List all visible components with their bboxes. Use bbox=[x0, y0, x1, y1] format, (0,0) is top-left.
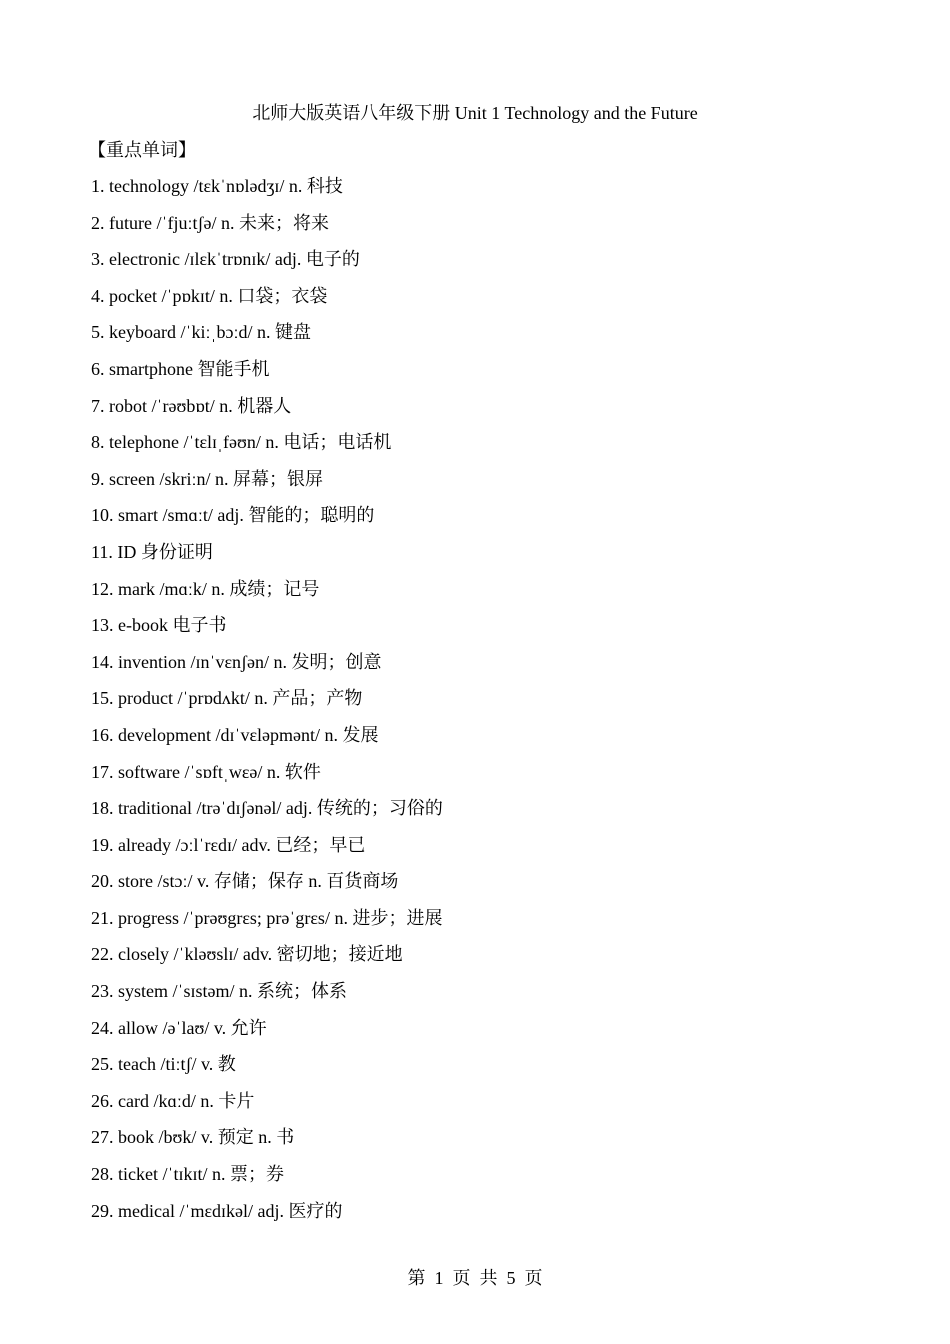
vocabulary-item: 14. invention /ɪnˈvɛnʃən/ n. 发明；创意 bbox=[91, 651, 382, 672]
vocabulary-item: 4. pocket /ˈpɒkɪt/ n. 口袋；衣袋 bbox=[91, 285, 328, 306]
vocabulary-item: 8. telephone /ˈtɛlɪˌfəʊn/ n. 电话；电话机 bbox=[91, 432, 392, 453]
vocabulary-item: 2. future /ˈfjuːtʃə/ n. 未来；将来 bbox=[91, 212, 329, 233]
vocabulary-item: 18. traditional /trəˈdɪʃənəl/ adj. 传统的；习俗的 bbox=[91, 798, 443, 819]
vocabulary-item: 24. allow /əˈlaʊ/ v. 允许 bbox=[91, 1017, 267, 1038]
vocabulary-item: 26. card /kɑːd/ n. 卡片 bbox=[91, 1090, 255, 1111]
vocabulary-item: 29. medical /ˈmɛdɪkəl/ adj. 医疗的 bbox=[91, 1200, 343, 1221]
document-title: 北师大版英语八年级下册 Unit 1 Technology and the Future bbox=[252, 103, 698, 123]
vocabulary-item: 27. book /bʊk/ v. 预定 n. 书 bbox=[91, 1127, 295, 1148]
vocabulary-item: 1. technology /tɛkˈnɒlədʒɪ/ n. 科技 bbox=[91, 176, 343, 196]
vocabulary-item: 7. robot /ˈrəʊbɒt/ n. 机器人 bbox=[91, 395, 292, 416]
vocabulary-item: 16. development /dɪˈvɛləpmənt/ n. 发展 bbox=[91, 724, 379, 745]
vocabulary-item: 20. store /stɔː/ v. 存储；保存 n. 百货商场 bbox=[91, 871, 399, 892]
vocabulary-item: 9. screen /skriːn/ n. 屏幕；银屏 bbox=[91, 468, 323, 489]
vocabulary-list bbox=[91, 174, 443, 1235]
vocabulary-item: 13. e-book 电子书 bbox=[91, 615, 227, 636]
vocabulary-item: 5. keyboard /ˈkiːˌbɔːd/ n. 键盘 bbox=[91, 322, 311, 343]
vocabulary-item: 6. smartphone 智能手机 bbox=[91, 358, 270, 379]
vocabulary-item: 21. progress /ˈprəʊgrɛs; prəˈgrɛs/ n. 进步；进展 bbox=[91, 907, 443, 928]
vocabulary-item: 3. electronic /ɪlɛkˈtrɒnɪk/ adj. 电子的 bbox=[91, 249, 360, 270]
vocabulary-item: 25. teach /tiːtʃ/ v. 教 bbox=[91, 1054, 236, 1075]
vocabulary-item: 10. smart /smɑːt/ adj. 智能的；聪明的 bbox=[91, 505, 375, 526]
vocabulary-item: 15. product /ˈprɒdʌkt/ n. 产品；产物 bbox=[91, 688, 363, 709]
vocabulary-item: 19. already /ɔːlˈrɛdɪ/ adv. 已经；早已 bbox=[91, 834, 366, 855]
page-number-footer: 第 1 页 共 5 页 bbox=[407, 1268, 543, 1288]
vocabulary-item: 28. ticket /ˈtɪkɪt/ n. 票；券 bbox=[91, 1164, 284, 1185]
section-heading-key-words: 【重点单词】 bbox=[88, 140, 196, 160]
vocabulary-item: 11. ID 身份证明 bbox=[91, 541, 213, 562]
vocabulary-item: 23. system /ˈsɪstəm/ n. 系统；体系 bbox=[91, 981, 347, 1002]
vocabulary-item: 17. software /ˈsɒftˌwɛə/ n. 软件 bbox=[91, 761, 321, 782]
vocabulary-item: 12. mark /mɑːk/ n. 成绩；记号 bbox=[91, 578, 320, 599]
vocabulary-item: 22. closely /ˈkləʊslɪ/ adv. 密切地；接近地 bbox=[91, 944, 403, 965]
